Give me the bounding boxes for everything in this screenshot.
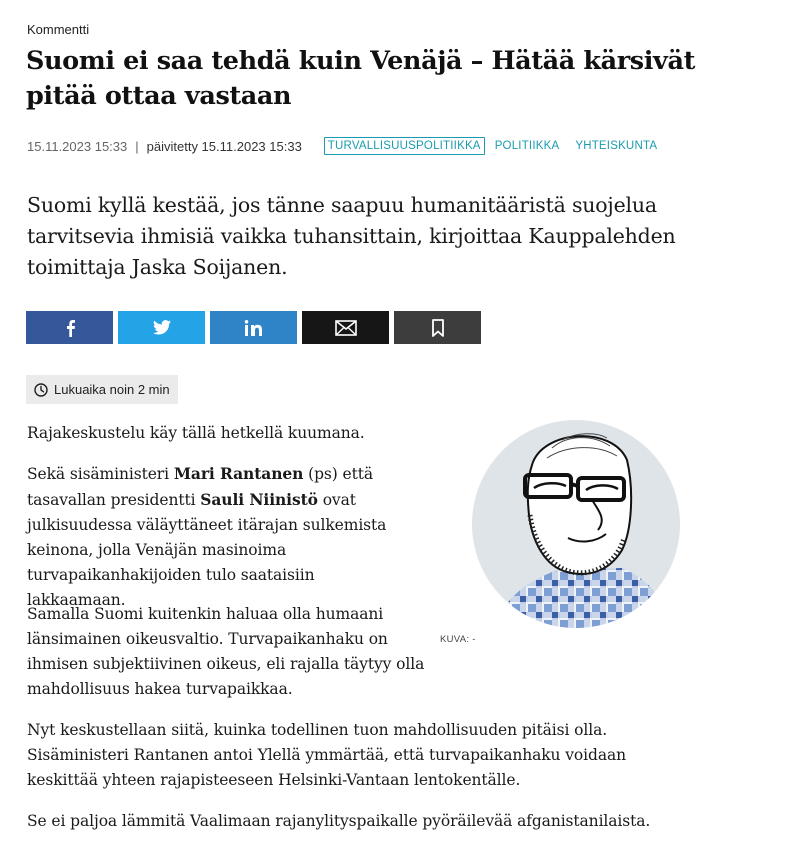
text-run: ovat julkisuudessa väläyttäneet itärajan sulkemista keinona, jolla Venäjän masinoima turvapaikanhakijoiden tulo saataisiin lakkaamaan. — [27, 491, 387, 609]
share-bar — [26, 311, 481, 344]
paragraph — [27, 461, 417, 613]
share-email-button[interactable] — [302, 311, 389, 344]
article-category: Kommentti — [27, 22, 90, 37]
person-name: Mari Rantanen — [173, 464, 304, 483]
published-date: 15.11.2023 15:33 — [27, 138, 128, 154]
paragraph: Se ei paljoa lämmitä Vaalimaan rajanylityspaikalle pyöräilevää afganistanilaista. — [27, 812, 651, 830]
tag-yhteiskunta[interactable]: YHTEISKUNTA — [575, 140, 658, 152]
updated-date: päivitetty 15.11.2023 15:33 — [146, 138, 302, 154]
meta-separator: | — [135, 138, 139, 154]
clock-icon — [34, 383, 48, 397]
reading-time-badge — [26, 375, 178, 404]
facebook-icon — [64, 319, 76, 337]
paragraph: Rajakeskustelu käy tällä hetkellä kuumana. — [27, 424, 365, 442]
author-portrait — [472, 420, 680, 628]
article-lead: Suomi kyllä kestää, jos tänne saapuu humanitääristä suojelua tarvitsevia ihmisiä vaikka tuhansittain, kirjoittaa Kauppalehden toimittaja Jaska Soijanen. — [27, 193, 676, 279]
reading-time-label: Lukuaika noin 2 min — [54, 382, 170, 397]
twitter-icon — [153, 320, 171, 335]
paragraph: Nyt keskustellaan siitä, kuinka todellinen tuon mahdollisuuden pitäisi olla. Sisäministeri Rantanen antoi Ylellä ymmärtää, että turvapaikanhaku voidaan keskittää yhteen rajapisteeseen Helsinki-Vantaan lentokentälle. — [27, 721, 626, 789]
email-icon — [335, 320, 357, 336]
article-meta — [27, 136, 657, 156]
tag-turvallisuuspolitiikka[interactable]: TURVALLISUUSPOLITIIKKA — [324, 137, 485, 155]
bookmark-icon — [431, 319, 445, 337]
paragraph: Samalla Suomi kuitenkin haluaa olla humaani länsimainen oikeusvaltio. Turvapaikanhaku on ihmisen subjektiivinen oikeus, eli rajalla täytyy olla mahdollisuus hakea turvapaikkaa. — [27, 605, 425, 698]
person-name: Sauli Niinistö — [200, 490, 318, 509]
linkedin-icon — [244, 320, 264, 336]
article-title: Suomi ei saa tehdä kuin Venäjä – Hätää kärsivät pitää ottaa vastaan — [26, 46, 695, 111]
tag-politiikka[interactable]: POLITIIKKA — [494, 140, 560, 152]
share-twitter-button[interactable] — [118, 311, 205, 344]
text-run: (ps) että tasavallan presidentti — [27, 465, 374, 509]
bookmark-button[interactable] — [394, 311, 481, 344]
image-caption: KUVA: - — [440, 634, 476, 645]
share-linkedin-button[interactable] — [210, 311, 297, 344]
share-facebook-button[interactable] — [26, 311, 113, 344]
text-run: Sekä sisäministeri — [27, 465, 174, 483]
